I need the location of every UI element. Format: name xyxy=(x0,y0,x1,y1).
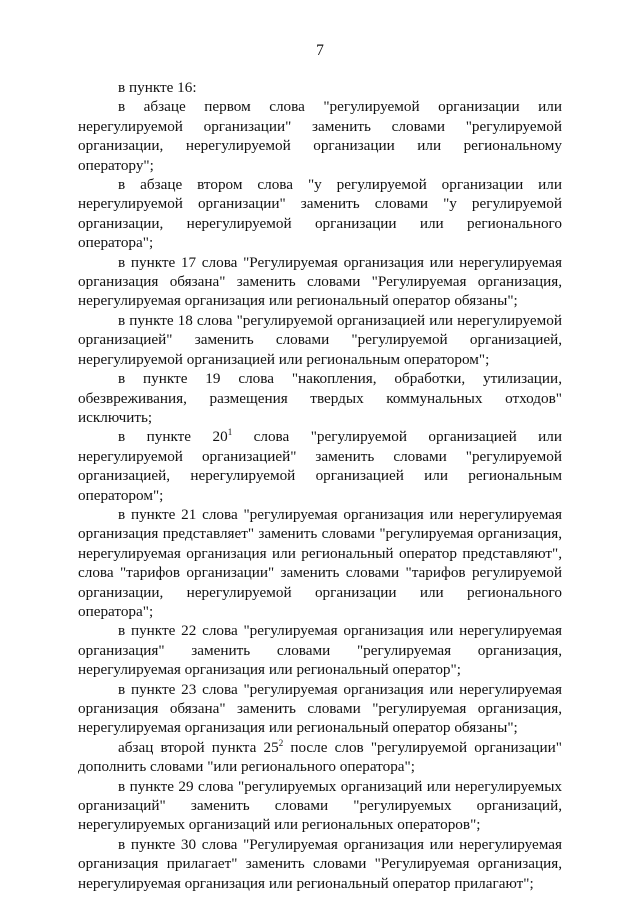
paragraph-item-16: в пункте 16: xyxy=(118,79,197,96)
paragraph-item-20-1-after: слова "регулируемой организацией или нерегулируемой организацией" заменить словами "регулируемой организацией, нерегулируемой организацией или региональным оператором"; xyxy=(78,428,563,504)
superscript-marker: 1 xyxy=(227,427,233,438)
paragraph-item-25-2-after: после слов "регулируемой организации" дополнить словами "или регионального оператора"; xyxy=(78,738,562,776)
paragraph-item-22: в пункте 22 слова "регулируемая организация или нерегулируемая организация" заменить словами "регулируемая организация, нерегулируемая организация или региональный оператор"; xyxy=(78,622,562,679)
paragraph-item-25-2-before: абзац второй пункта 25 xyxy=(118,738,279,756)
paragraph-item-19: в пункте 19 слова "накопления, обработки, утилизации, обезвреживания, размещения твердых коммунальных отходов" исключить; xyxy=(78,370,562,426)
paragraph-item-30: в пункте 30 слова "Регулируемая организация или нерегулируемая организация прилагает" заменить словами "Регулируемая организация, нерегулируемая организация или региональный оператор прилагают"; xyxy=(78,835,562,892)
paragraph-item-17: в пункте 17 слова "Регулируемая организация или нерегулируемая организация обязана" заменить словами "Регулируемая организация, нерегулируемая организация или региональный оператор обязаны"; xyxy=(78,253,562,310)
paragraph-item-29: в пункте 29 слова "регулируемых организаций или нерегулируемых организаций" заменить словами "регулируемых организаций, нерегулируемых организаций или региональных операторов"; xyxy=(78,777,562,834)
paragraph-item-20-1-before: в пункте 20 xyxy=(118,428,228,446)
page-number: 7 xyxy=(316,42,324,59)
paragraph-item-23: в пункте 23 слова "регулируемая организация или нерегулируемая организация обязана" заменить словами "регулируемая организация, нерегулируемая организация или региональный оператор обязаны"; xyxy=(78,680,562,737)
paragraph-abzac-vtoroi: в абзаце втором слова "у регулируемой организации или нерегулируемой организации" заменить словами "у регулируемой организации, нерегулируемой организации или регионального оператора"; xyxy=(78,176,562,252)
document-body xyxy=(78,78,562,893)
paragraph-item-18: в пункте 18 слова "регулируемой организацией или нерегулируемой организацией" заменить словами "регулируемой организацией, нерегулируемой организацией или региональным оператором"; xyxy=(78,311,562,368)
paragraph-item-25-2 xyxy=(78,738,562,777)
superscript-marker: 2 xyxy=(278,737,284,748)
paragraph-item-21: в пункте 21 слова "регулируемая организация или нерегулируемая организация представляет" заменить словами "регулируемая организация, нерегулируемая организация или региональный оператор представляют", слова "тарифов организации" заменить словами "тарифов регулируемой организации, нерегулируемой организации или регионального оператора"; xyxy=(78,505,562,620)
paragraph-item-20-1 xyxy=(78,427,562,505)
paragraph-abzac-pervyi: в абзаце первом слова "регулируемой организации или нерегулируемой организации" заменить словами "регулируемой организации, нерегулируемой организации или региональному оператору"; xyxy=(78,98,562,174)
